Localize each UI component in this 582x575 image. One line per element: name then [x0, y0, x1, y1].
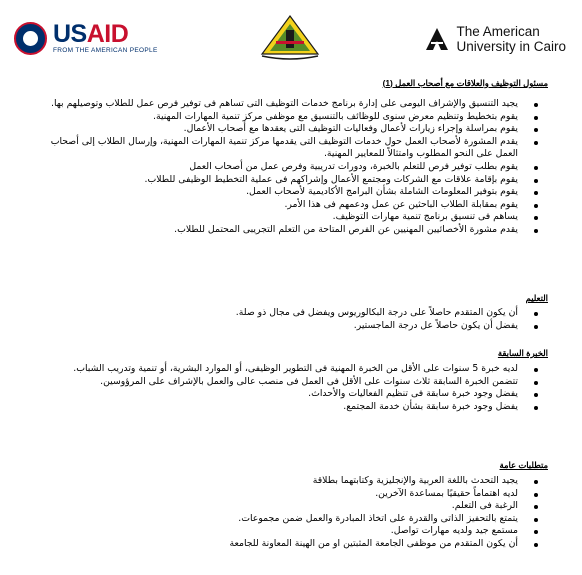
list-item: يتمتع بالتحفيز الذاتى والقدرة على اتخاذ المبادرة والعمل ضمن مجموعات.: [32, 513, 518, 526]
auc-logo: [424, 24, 566, 54]
auc-line-1: The American: [456, 24, 540, 39]
education-list: [32, 307, 518, 332]
usaid-logo: [14, 20, 158, 56]
list-item: الرغبة فى التعلم.: [32, 500, 518, 513]
list-item: يفضل أن يكون حاصلاً عل درجة الماجستير.: [32, 320, 518, 333]
list-item: تتضمن الخبرة السابقة ثلاث سنوات على الأقل فى العمل فى منصب عالى والعمل بالإشراف على المرؤوسين.: [32, 376, 518, 389]
list-item: أن يكون المتقدم من موظفى الجامعة المثبتين او من الهينة المعاونة للجامعة: [32, 538, 518, 551]
list-item: لديه خبرة 5 سنوات على الأقل من الخبرة المهنية فى التطوير الوظيفى، أو الموارد البشرية، أو تنمية وتدريب الشباب.: [32, 363, 518, 376]
list-item: يقوم بإقامة علاقات مع الشركات ومجتمع الأعمال وإشراكهم فى عملية التخطيط الوظيفى للطلاب.: [32, 174, 518, 187]
list-item: يقوم بتخطيط وتنظيم معرض سنوى للوظائف بالتنسيق مع موظفى مركز تنمية المهارات المهنية.: [32, 111, 518, 124]
auc-line-2: University in Cairo: [456, 39, 566, 54]
general-list: [32, 475, 518, 551]
auc-mark-icon: [424, 26, 450, 52]
list-item: يجيد التحدث باللغة العربية والإنجليزية وكتابتهما بطلاقة: [32, 475, 518, 488]
duties-list: [32, 98, 518, 237]
list-item: يقوم بطلب توفير فرص للتعلم بالخبرة، ودورات تدريبية وفرص عمل من أصحاب العمل: [32, 161, 518, 174]
list-item: يجيد التنسيق والإشراف اليومى على إدارة برنامج خدمات التوظيف التى تساهم فى توفير فرص عمل للطلاب وتوصيلهم بها.: [32, 98, 518, 111]
education-heading: التعليم: [525, 293, 548, 303]
list-item: يفضل وجود خبرة سابقة فى تنظيم الفعاليات والأحداث.: [32, 388, 518, 401]
list-item: يقدم مشورة الأخصائيين المهنيين عن الفرص المتاحة من التعلم التجريبى المحتمل للطلاب.: [32, 224, 518, 237]
experience-heading: الخبرة السابقة: [497, 348, 548, 358]
job-title: مسئول التوظيف والعلاقات مع أصحاب العمل (1): [382, 78, 548, 88]
list-item: يقدم المشورة لأصحاب العمل حول خدمات التوظيف التى يقدمها مركز تنمية المهارات المهنية، وإرسال الطلاب إلى أصحاب العمل على النحو المطلوب وامتثالاً للمعايير المهنية.: [32, 136, 518, 161]
list-item: مستمع جيد ولديه مهارات تواصل.: [32, 525, 518, 538]
usaid-wordmark: USAID: [53, 20, 129, 48]
list-item: يقوم بمراسلة وإجراء زيارات لأعمال وفعاليات التوظيف التى يعقدها مع أصحاب الأعمال.: [32, 123, 518, 136]
list-item: يفضل وجود خبرة سابقة بشأن خدمة المجتمع.: [32, 401, 518, 414]
faculty-emblem-icon: [258, 14, 322, 60]
list-item: لديه اهتماماً حقيقيًا بمساعدة الآخرين.: [32, 488, 518, 501]
usaid-tagline: FROM THE AMERICAN PEOPLE: [53, 47, 158, 54]
general-heading: متطلبات عامة: [499, 460, 548, 470]
experience-list: [32, 363, 518, 413]
usaid-seal-icon: [14, 22, 47, 55]
list-item: يقوم بتوفير المعلومات الشاملة بشأن البرامج الأكاديمية لأصحاب العمل.: [32, 186, 518, 199]
page-header: [0, 0, 582, 72]
list-item: أن يكون المتقدم حاصلاً على درجة البكالوريوس ويفضل فى مجال ذو صلة.: [32, 307, 518, 320]
job-description: [0, 72, 582, 575]
list-item: يساهم فى تنسيق برنامج تنمية مهارات التوظيف.: [32, 211, 518, 224]
list-item: يقوم بمقابلة الطلاب الباحثين عن عمل ودعمهم فى هذا الأمر.: [32, 199, 518, 212]
